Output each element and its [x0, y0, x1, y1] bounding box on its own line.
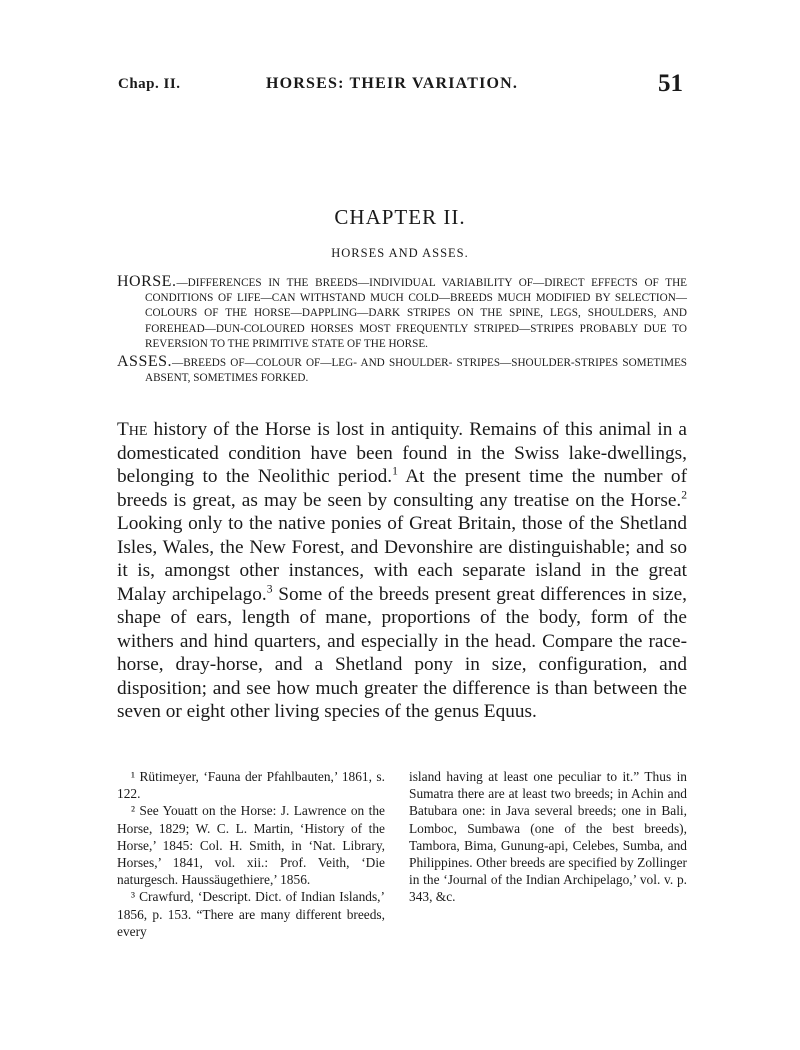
chapter-title: CHAPTER II.: [334, 205, 466, 229]
summary-horse-lead: HORSE.: [117, 273, 177, 290]
header-title: HORSES: THEIR VARIATION.: [266, 75, 519, 92]
footnote-3: ³ Crawfurd, ‘Descript. Dict. of Indian Islands,’ 1856, p. 153. “There are many different breeds, every: [117, 889, 385, 939]
body-part-3: Looking only to the native ponies of Great Britain, those of the Shetland Isles, Wales, the New Forest, and Devonshire are distinguishable; and so it is, amongst other instances, with each separate island in the great Malay archipelago.: [117, 513, 687, 605]
header-chapter: Chap. II.: [118, 76, 181, 92]
summary-asses: [117, 354, 687, 386]
footnote-3-continued: island having at least one peculiar to it.” Thus in Sumatra there are at least two breeds; in Achin and Batubara one: in Java several breeds; one in Bali, Lomboc, Sumbawa (one of the best breeds), Tambora, Bima, Gunung-api, Celebes, Sumba, and Philippines. Other breeds are specified by Zollinger in the ‘Journal of the Indian Archipelago,’ vol. v. p. 343, &c.: [409, 769, 687, 905]
body-paragraph: [117, 418, 687, 724]
footnote-ref-2: 2: [681, 488, 687, 502]
body-part-4: Some of the breeds present great differences in size, shape of ears, length of mane, proportions of the body, form of the withers and hind quarters, and especially in the head. Compare the race-horse, dray-horse, and a Shetland pony in size, configuration, and disposition; and see how much greater the difference is than between the seven or eight other living species of the genus Equus.: [117, 583, 687, 722]
body-part-2: At the present time the number of breeds is great, as may be seen by consulting any treatise on the Horse.: [117, 466, 687, 511]
footnote-ref-3: 3: [266, 582, 273, 596]
footnote-ref-1: 1: [392, 464, 398, 478]
running-header: [118, 72, 683, 98]
page-number: 51: [658, 70, 683, 97]
footnote-1: ¹ Rütimeyer, ‘Fauna der Pfahlbauten,’ 1861, s. 122.: [117, 769, 385, 802]
footnotes-right-column: [409, 768, 687, 906]
chapter-subtitle: HORSES AND ASSES.: [331, 246, 469, 260]
body-text: [117, 418, 687, 724]
body-part-1: history of the Horse is lost in antiquity. Remains of this animal in a domesticated condition have been found in the Swiss lake-dwellings, belonging to the Neolithic period.: [117, 419, 687, 487]
footnotes-left-column: [117, 768, 385, 940]
chapter-summary: [117, 274, 687, 388]
first-word: The: [117, 419, 148, 440]
summary-horse-text: —DIFFERENCES IN THE BREEDS—INDIVIDUAL VARIABILITY OF—DIRECT EFFECTS OF THE CONDITIONS OF LIFE—CAN WITHSTAND MUCH COLD—BREEDS MUCH MODIFIED BY SELECTION—COLOURS OF THE HORSE—DAPPLING—DARK STRIPES ON THE SPINE, LEGS, SHOULDERS, AND FOREHEAD—DUN-COLOURED HORSES MOST FREQUENTLY STRIPED—STRIPES PROBABLY DUE TO REVERSION TO THE PRIMITIVE STATE OF THE HORSE.: [145, 277, 687, 350]
summary-horse: [117, 274, 687, 352]
summary-asses-text: —BREEDS OF—COLOUR OF—LEG- AND SHOULDER- STRIPES—SHOULDER-STRIPES SOMETIMES ABSENT, SOMETIMES FORKED.: [145, 357, 687, 385]
footnote-2: ² See Youatt on the Horse: J. Lawrence on the Horse, 1829; W. C. L. Martin, ‘History of the Horse,’ 1845: Col. H. Smith, in ‘Nat. Library, Horses,’ 1841, vol. xii.: Prof. Veith, ‘Die naturgesch. Haussäugethiere,’ 1856.: [117, 803, 385, 888]
summary-asses-lead: ASSES.: [117, 353, 173, 371]
